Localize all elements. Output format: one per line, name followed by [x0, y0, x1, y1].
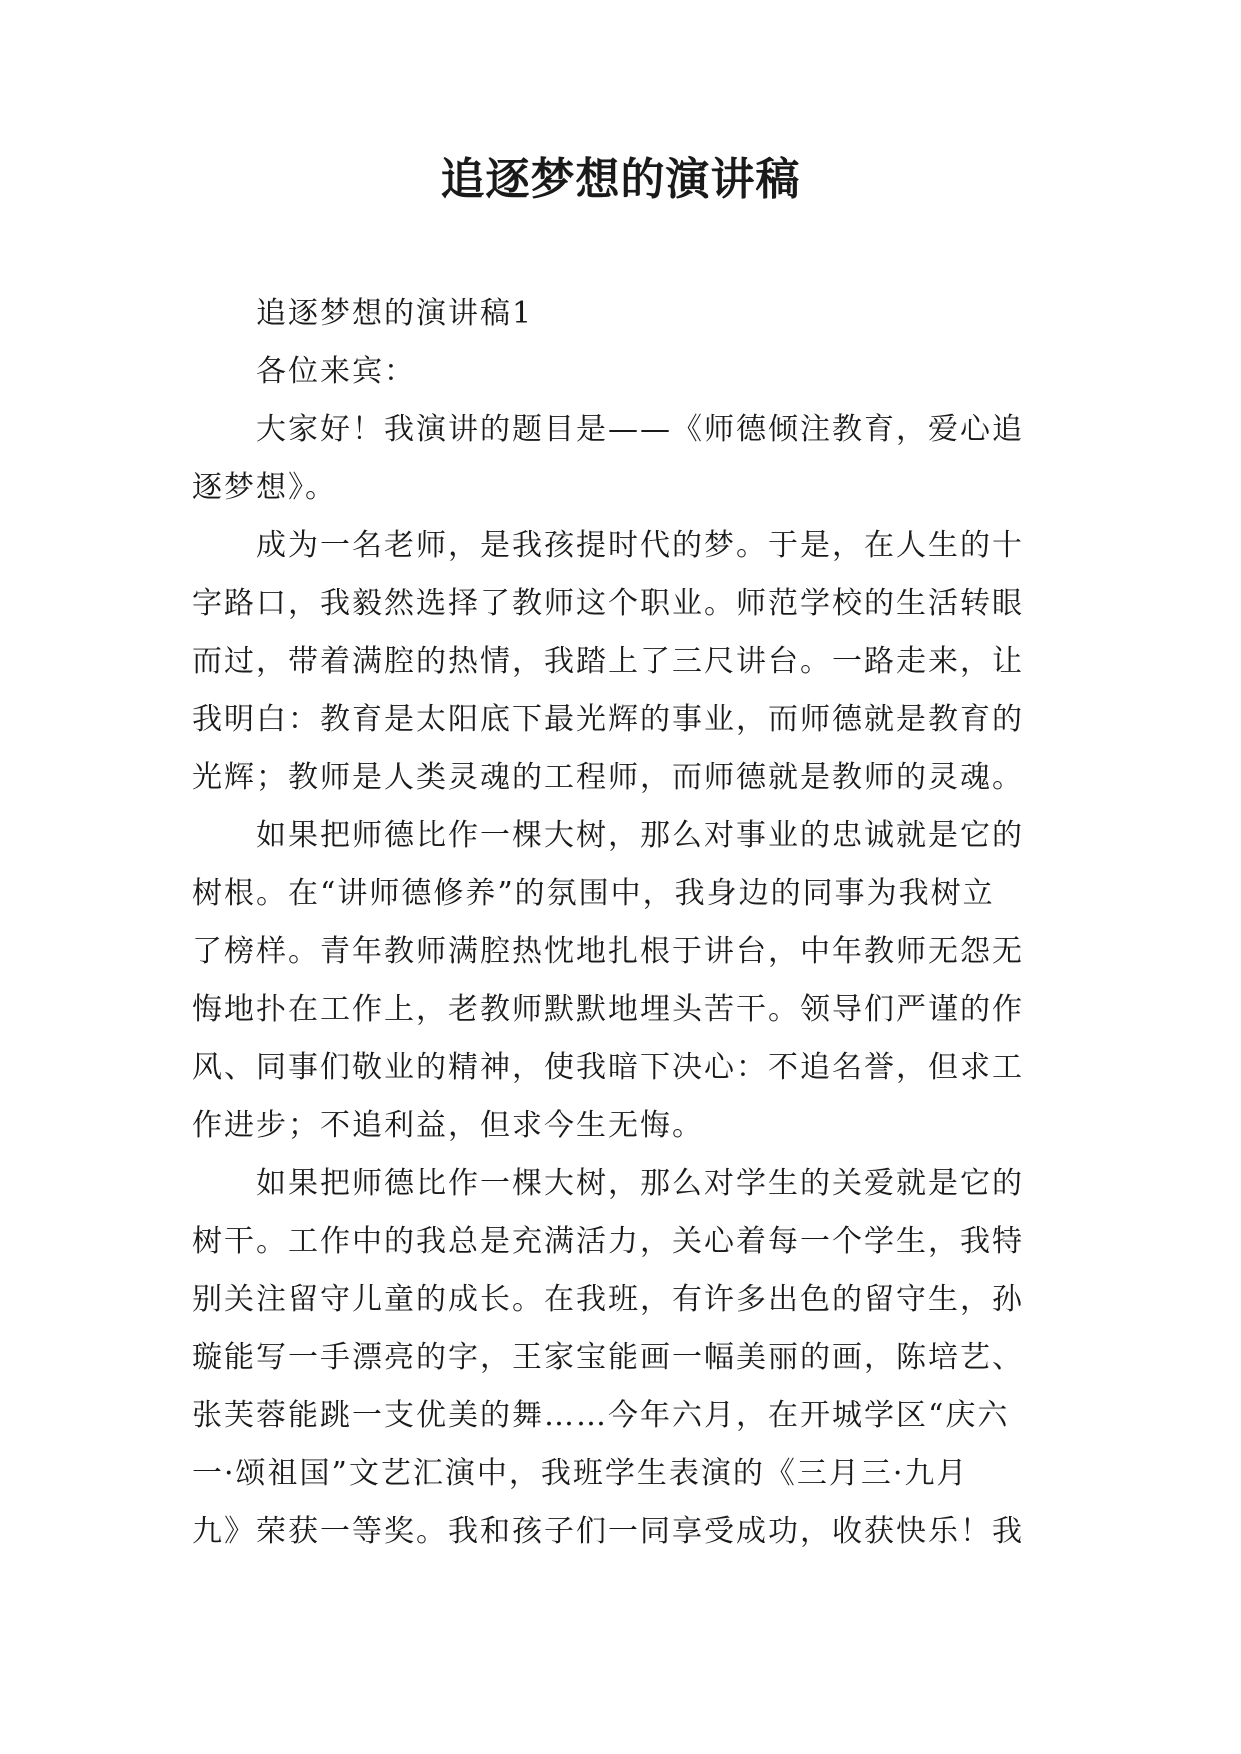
paragraph-line: 了榜样。青年教师满腔热忱地扎根于讲台，中年教师无怨无 — [192, 934, 1024, 969]
paragraph-line: 如果把师德比作一棵大树，那么对学生的关爱就是它的 — [256, 1166, 1024, 1201]
paragraph-line: 璇能写一手漂亮的字，王家宝能画一幅美丽的画，陈培艺、 — [192, 1340, 1024, 1375]
paragraph-line: 悔地扑在工作上，老教师默默地埋头苦干。领导们严谨的作 — [192, 992, 1024, 1027]
paragraph — [192, 1155, 1058, 1561]
paragraph-line: 风、同事们敬业的精神，使我暗下决心：不追名誉，但求工 — [192, 1050, 1024, 1085]
paragraph-line: 如果把师德比作一棵大树，那么对事业的忠诚就是它的 — [256, 818, 1024, 853]
paragraph-line: 一·颂祖国”文艺汇演中，我班学生表演的《三月三·九月 — [192, 1456, 969, 1491]
paragraph-line: 光辉；教师是人类灵魂的工程师，而师德就是教师的灵魂。 — [192, 760, 1024, 795]
paragraph — [192, 807, 1058, 1155]
paragraph-line: 追逐梦想的演讲稿1 — [256, 296, 534, 331]
paragraph-line: 九》荣获一等奖。我和孩子们一同享受成功，收获快乐！我 — [192, 1514, 1024, 1549]
paragraph-line: 成为一名老师，是我孩提时代的梦。于是，在人生的十 — [256, 528, 1024, 563]
paragraph-line: 逐梦想》。 — [192, 470, 337, 505]
paragraph-line: 大家好！我演讲的题目是——《师德倾注教育，爱心追 — [256, 412, 1024, 447]
document-body — [192, 285, 1058, 1561]
paragraph — [192, 401, 1058, 517]
paragraph-line: 我明白：教育是太阳底下最光辉的事业，而师德就是教育的 — [192, 702, 1024, 737]
paragraph — [192, 517, 1058, 807]
paragraph-line: 树根。在“讲师德修养”的氛围中，我身边的同事为我树立 — [192, 876, 995, 911]
paragraph-line: 而过，带着满腔的热情，我踏上了三尺讲台。一路走来，让 — [192, 644, 1024, 679]
paragraph-line: 别关注留守儿童的成长。在我班，有许多出色的留守生，孙 — [192, 1282, 1024, 1317]
paragraph-line: 各位来宾： — [256, 354, 416, 389]
paragraph — [192, 343, 1058, 401]
paragraph-line: 树干。工作中的我总是充满活力，关心着每一个学生，我特 — [192, 1224, 1024, 1259]
document-title: 追逐梦想的演讲稿 — [440, 154, 801, 205]
paragraph — [192, 285, 1058, 343]
paragraph-line: 字路口，我毅然选择了教师这个职业。师范学校的生活转眼 — [192, 586, 1024, 621]
paragraph-line: 张芙蓉能跳一支优美的舞……今年六月，在开城学区“庆六 — [192, 1398, 1010, 1433]
paragraph-line: 作进步；不追利益，但求今生无悔。 — [192, 1108, 704, 1143]
